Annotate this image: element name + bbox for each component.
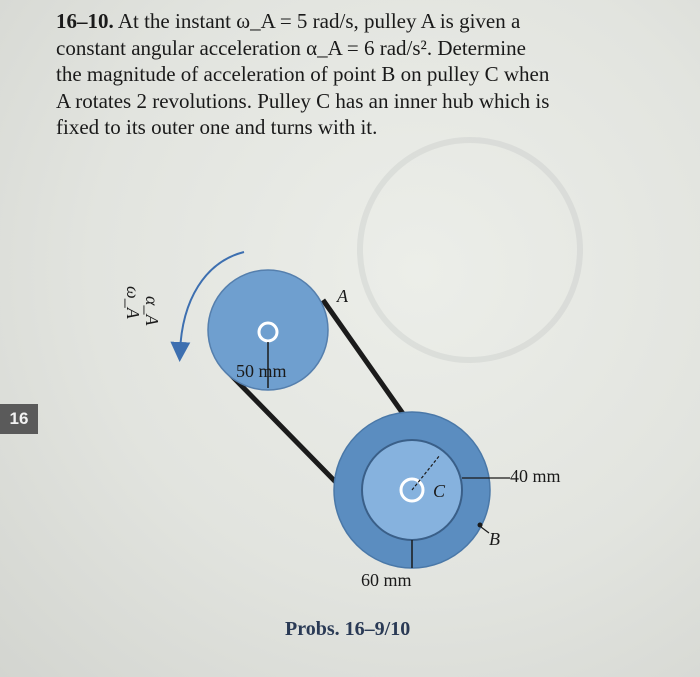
hub-radius-label: 40 mm xyxy=(510,466,561,486)
chapter-tab: 16 xyxy=(0,404,38,434)
ghost-circle xyxy=(360,140,580,360)
problem-number: 16–10. xyxy=(56,9,114,33)
point-b-leader xyxy=(481,527,489,533)
problem-line-5: fixed to its outer one and turns with it. xyxy=(56,115,378,139)
pulley-a-label: A xyxy=(337,286,348,306)
alpha-label: α_A xyxy=(142,296,162,326)
point-b xyxy=(478,523,483,528)
problem-line-2: constant angular acceleration α_A = 6 rad/s². Determine xyxy=(56,35,526,60)
pulley-c-label: C xyxy=(433,481,446,501)
omega-label: ω_A xyxy=(123,286,143,319)
pulley-a-radius-label: 50 mm xyxy=(236,361,287,381)
figure-caption: Probs. 16–9/10 xyxy=(285,618,411,640)
problem-line-1: At the instant ω_A = 5 rad/s, pulley A is given a xyxy=(117,9,521,33)
problem-line-4: A rotates 2 revolutions. Pulley C has an inner hub which is xyxy=(56,88,550,113)
outer-radius-label: 60 mm xyxy=(361,570,412,590)
point-b-label: B xyxy=(489,529,500,549)
problem-line-3: the magnitude of acceleration of point B on pulley C when xyxy=(56,62,550,86)
